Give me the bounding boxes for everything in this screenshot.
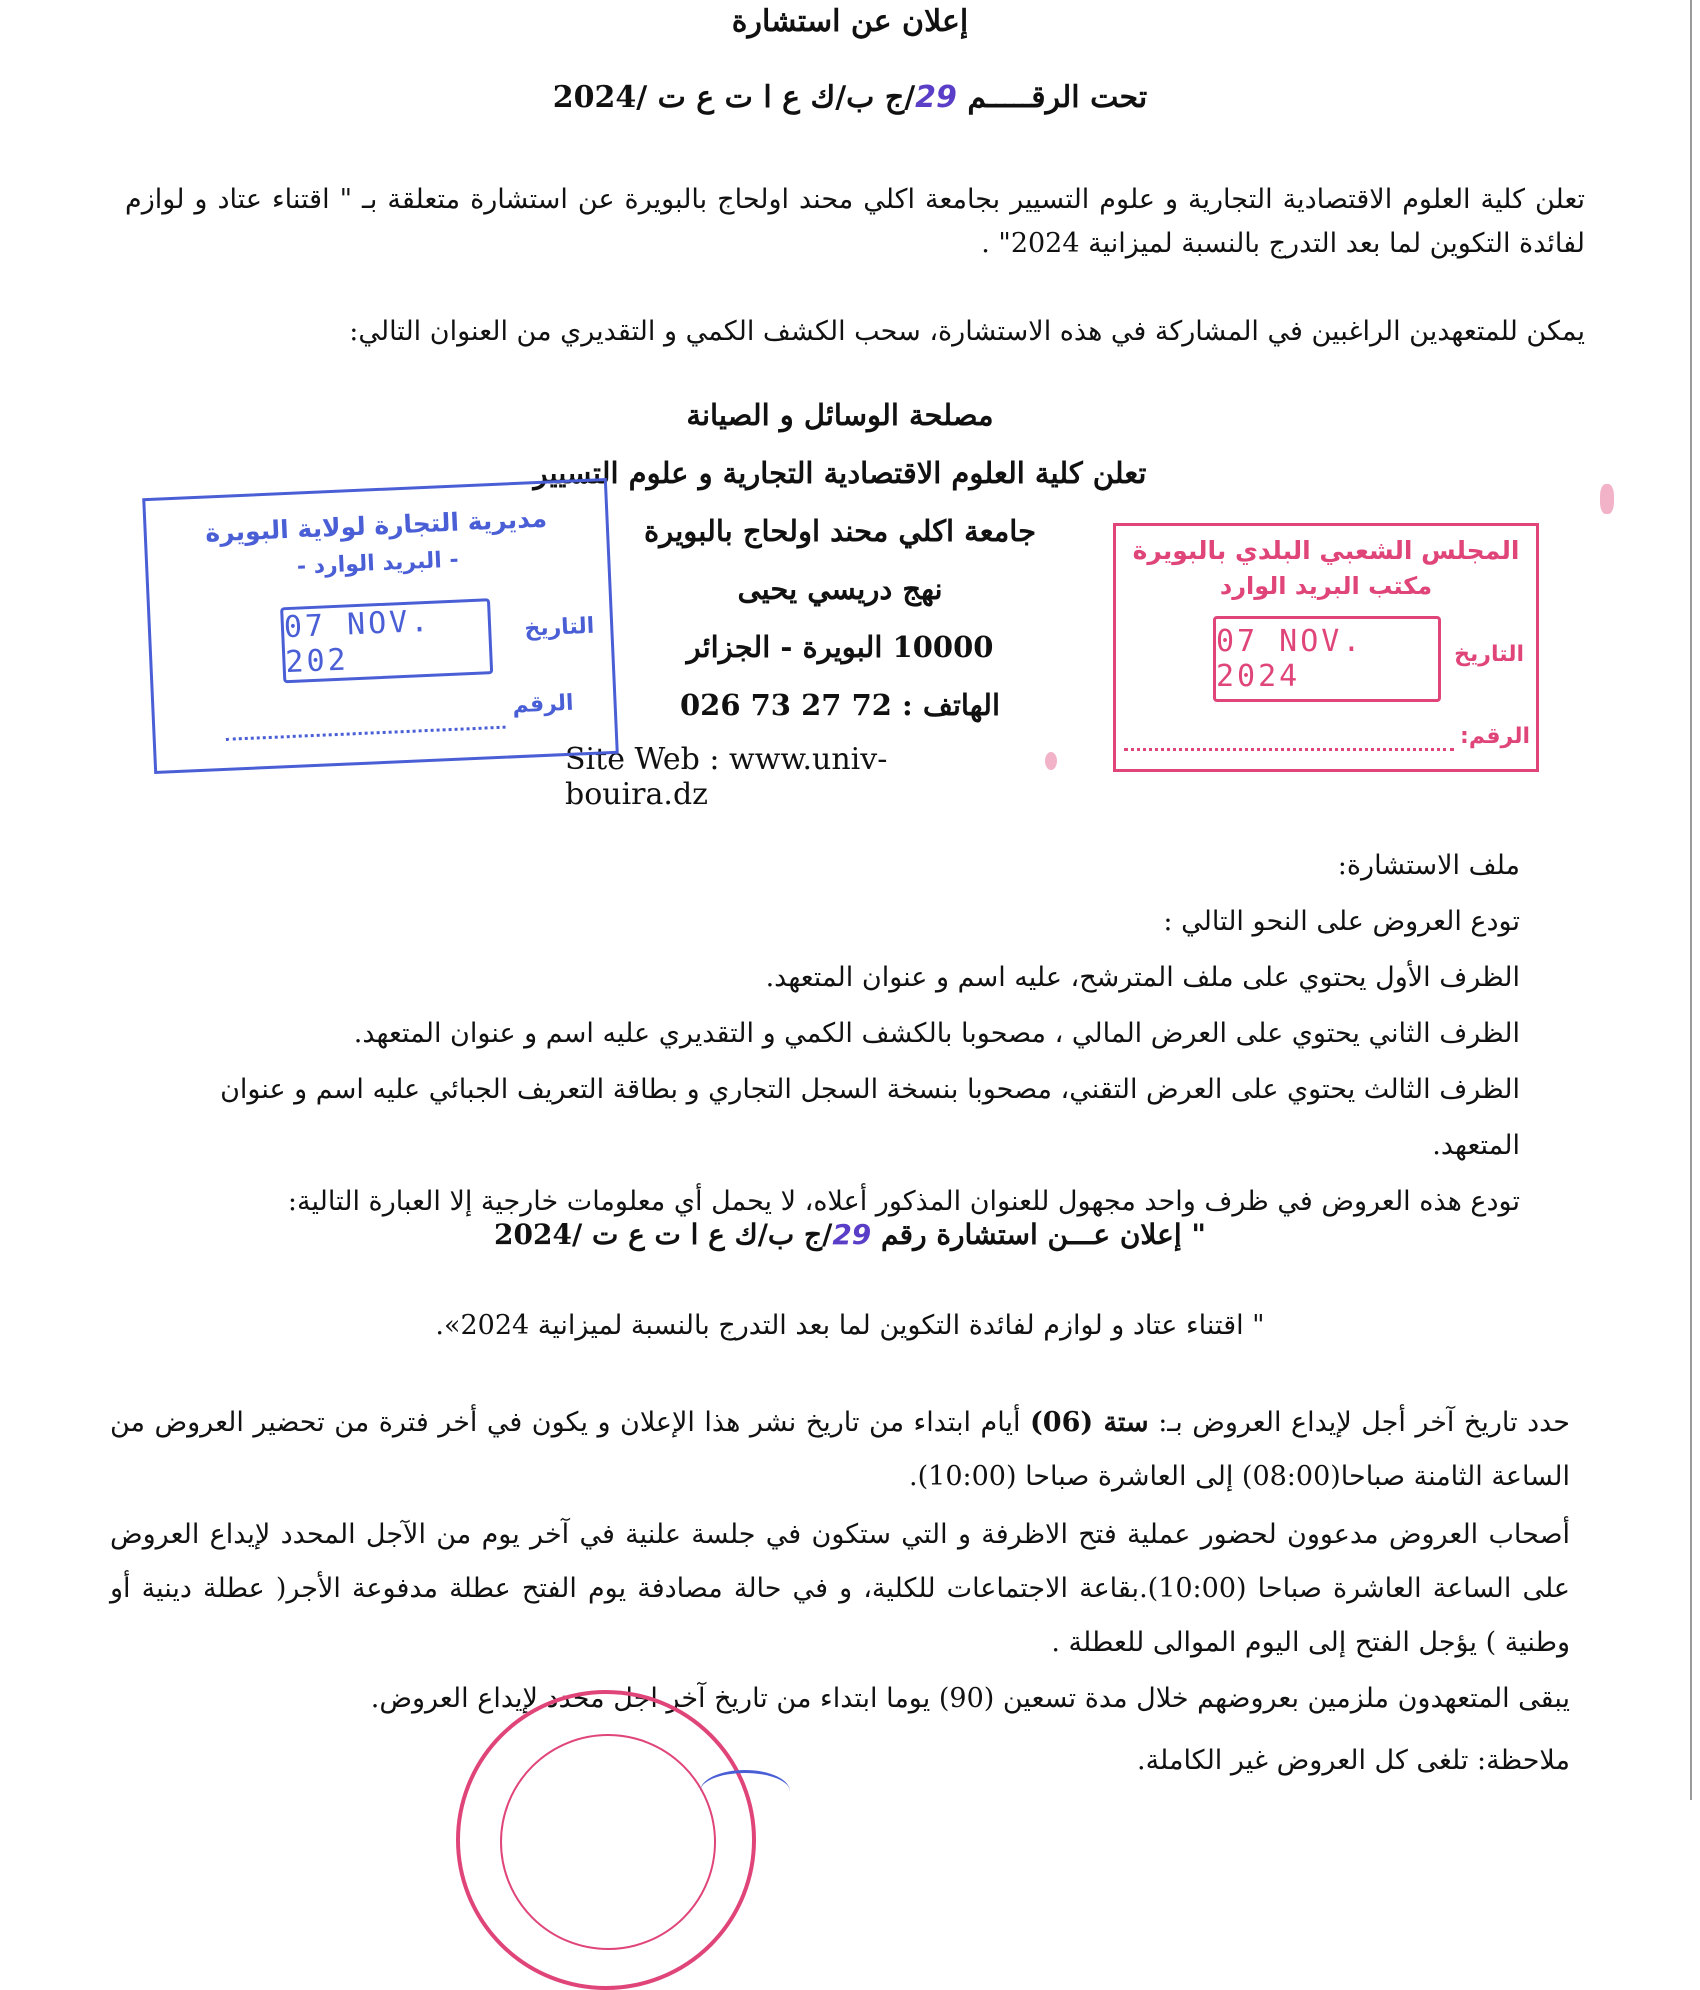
deadline-text-a: حدد تاريخ آخر أجل لإيداع العروض بـ: [1158,1407,1570,1438]
file-line-5: تودع هذه العروض في ظرف واحد مجهول للعنوان المذكور أعلاه، لا يحمل أي معلومات خارجية إلا العبارة التالية: [287,1186,1520,1217]
ink-mark [1600,484,1614,514]
blue-stamp-mail: - البريد الوارد - [296,547,460,580]
document-title: إعلان عن استشارة [731,4,969,39]
address-city: 10000 البويرة - الجزائر [686,630,994,664]
address-university: جامعة اكلي محند اولحاج بالبويرة [644,514,1036,548]
intro-paragraph-1: تعلن كلية العلوم الاقتصادية التجارية و علوم التسيير بجامعة اكلي محند اولحاج بالبويرة عن استشارة متعلقة بـ " اقتناء عتاد و لوازم لفائدة التكوين لما بعد التدرج بالنسبة لميزانية 2024" . [125,184,1585,259]
address-faculty: تعلن كلية العلوم الاقتصادية التجارية و علوم التسيير [533,456,1147,490]
address-street: نهج دريسي يحيى [737,572,943,606]
deadline-paragraph [110,1396,1570,1504]
file-line-1: تودع العروض على النحو التالي : [1163,906,1520,937]
signature-scribble [700,1770,790,1813]
envelope-line-1 [300,1218,1400,1251]
file-line-3: الظرف الثاني يحتوي على العرض المالي ، مصحوبا بالكشف الكمي و التقديري عليه اسم و عنوان المتعهد. [353,1018,1520,1049]
deadline-days: ستة (06) [1030,1407,1149,1438]
reference-suffix: /ج ب/ك ع ا ت ع ت /2024 [552,80,916,115]
reference-line [300,80,1400,115]
envelope-number: 29 [832,1218,872,1251]
blue-stamp-dotted-line [226,726,506,741]
blue-stamp-number-label: الرقم [511,690,575,719]
address-website: Site Web : www.univ-bouira.dz [565,742,888,812]
note-paragraph: ملاحظة: تلغى كل العروض غير الكاملة. [1136,1745,1570,1776]
envelope-suffix: /ج ب/ك ع ا ت ع ت /2024 [494,1218,833,1251]
red-stamp-date-label: التاريخ [1454,642,1524,667]
file-line-2: الظرف الأول يحتوي على ملف المترشح، عليه اسم و عنوان المتعهد. [765,962,1520,993]
opening-paragraph: أصحاب العروض مدعوون لحضور عملية فتح الاظرفة و التي ستكون في جلسة علنية في آخر يوم من الآجل المحدد لإيداع العروض على الساعة العاشرة صباحا (10:00).بقاعة الاجتماعات للكلية، و في حالة مصادفة يوم الفتح عطلة مدفوعة الأجر( عطلة دينية أو وطنية ) يؤجل الفتح إلى اليوم الموالى للعطلة . [110,1519,1570,1658]
blue-stamp-directorate: مديرية التجارة لولاية البويرة [204,503,548,548]
file-section [125,838,1520,1230]
blue-stamp-date: 07 NOV. 202 [280,598,493,683]
envelope-line-2: " اقتناء عتاد و لوازم لفائدة التكوين لما بعد التدرج بالنسبة لميزانية 2024». [435,1310,1265,1341]
scan-edge-line [1690,0,1692,1800]
blue-received-stamp [142,478,619,774]
address-phone: الهاتف : 72 27 73 026 [679,688,1001,722]
deadline-text-b: أيام ابتداء من تاريخ نشر هذا الإعلان و يكون في أخر فترة من تحضير العروض من الساعة الثامنة صباحا(08:00) إلى العاشرة صباحا (10:00). [110,1407,1570,1492]
validity-paragraph: يبقى المتعهدون ملزمين بعروضهم خلال مدة تسعين (90) يوما ابتداء من تاريخ آخر اجل محدد لإيداع العروض. [370,1683,1570,1714]
red-stamp-dotted-line [1124,748,1454,751]
address-service: مصلحة الوسائل و الصيانة [686,398,994,432]
red-stamp-number-label: الرقم: [1460,724,1530,749]
file-heading: ملف الاستشارة: [1337,850,1520,881]
ink-dot [1045,752,1057,770]
red-stamp-mail-office: مكتب البريد الوارد [1219,572,1433,600]
red-stamp-council: المجلس الشعبي البلدي بالبويرة [1132,536,1520,565]
official-seal-inner-ring [500,1734,716,1950]
intro-paragraph-2: يمكن للمتعهدين الراغبين في المشاركة في هذه الاستشارة، سحب الكشف الكمي و التقديري من العنوان التالي: [349,316,1585,347]
file-line-4: الظرف الثالث يحتوي على العرض التقني، مصحوبا بنسخة السجل التجاري و بطاقة التعريف الجبائي عليه اسم و عنوان المتعهد. [220,1074,1520,1161]
reference-prefix: تحت الرقـــــم [967,80,1148,115]
envelope-prefix: " إعلان عـــن استشارة رقم [881,1218,1206,1251]
official-seal [456,1690,756,1990]
reference-number: 29 [915,80,957,115]
blue-stamp-date-label: التاريخ [523,613,595,642]
red-stamp-date: 07 NOV. 2024 [1213,616,1441,702]
red-received-stamp [1113,523,1539,772]
